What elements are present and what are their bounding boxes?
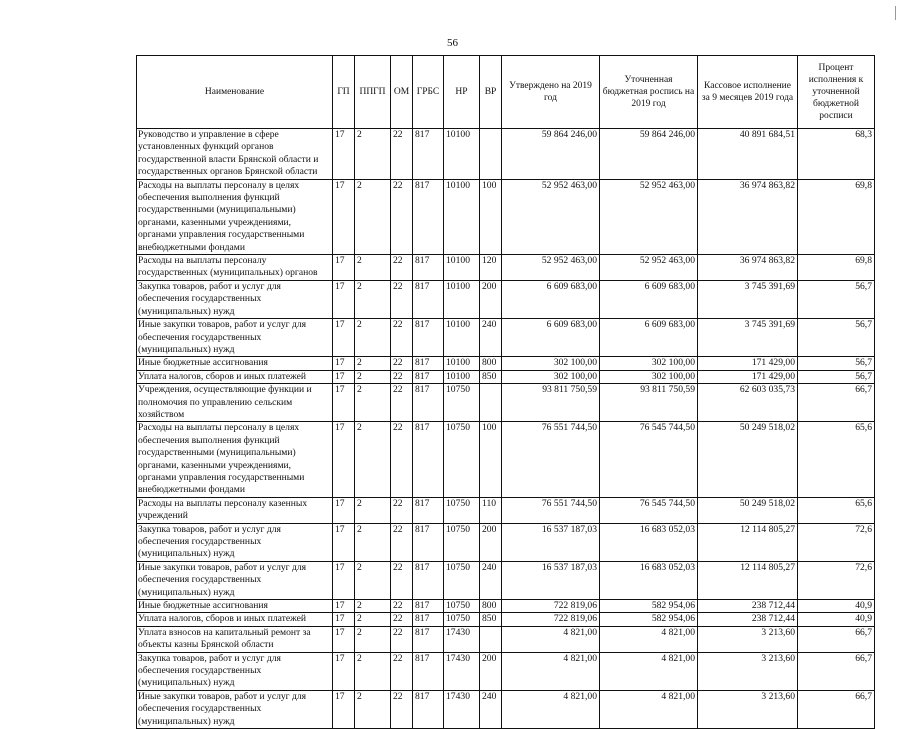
table-row <box>137 497 875 523</box>
table-row <box>137 357 875 370</box>
cell-approved: 302 100,00 <box>502 370 600 383</box>
cell-om: 22 <box>391 179 413 254</box>
cell-vr: 200 <box>480 280 502 318</box>
header-refined: Уточненная бюджетная роспись на 2019 год <box>600 56 698 129</box>
cell-refined: 59 864 246,00 <box>600 129 698 180</box>
cell-percent: 56,7 <box>798 319 875 357</box>
cell-approved: 4 821,00 <box>502 690 600 728</box>
cell-cash-execution: 36 974 863,82 <box>698 255 798 281</box>
cell-ppgp: 2 <box>355 319 391 357</box>
cell-grbs: 817 <box>413 384 444 422</box>
header-grbs: ГРБС <box>413 56 444 129</box>
cell-gp: 17 <box>333 690 355 728</box>
page-number: 56 <box>447 37 458 49</box>
cell-gp: 17 <box>333 255 355 281</box>
cell-grbs: 817 <box>413 652 444 690</box>
cell-approved: 93 811 750,59 <box>502 384 600 422</box>
cell-gp: 17 <box>333 600 355 613</box>
cell-vr: 850 <box>480 613 502 626</box>
cell-nr: 10750 <box>444 561 480 599</box>
cell-gp: 17 <box>333 613 355 626</box>
cell-percent: 66,7 <box>798 690 875 728</box>
cell-om: 22 <box>391 357 413 370</box>
cell-cash-execution: 40 891 684,51 <box>698 129 798 180</box>
cell-name: Иные бюджетные ассигнования <box>137 600 333 613</box>
cell-gp: 17 <box>333 357 355 370</box>
cell-refined: 4 821,00 <box>600 690 698 728</box>
cell-om: 22 <box>391 652 413 690</box>
cell-grbs: 817 <box>413 370 444 383</box>
cell-percent: 68,3 <box>798 129 875 180</box>
cell-nr: 10100 <box>444 357 480 370</box>
table-header-row <box>137 56 875 129</box>
cell-vr: 800 <box>480 357 502 370</box>
cell-vr <box>480 626 502 652</box>
cell-nr: 10750 <box>444 600 480 613</box>
cell-name: Закупка товаров, работ и услуг для обеспечения государственных (муниципальных) нужд <box>137 523 333 561</box>
cell-cash-execution: 50 249 518,02 <box>698 497 798 523</box>
cell-percent: 56,7 <box>798 370 875 383</box>
cell-cash-execution: 171 429,00 <box>698 357 798 370</box>
cell-grbs: 817 <box>413 613 444 626</box>
cell-grbs: 817 <box>413 523 444 561</box>
budget-execution-table <box>136 55 875 729</box>
cell-approved: 52 952 463,00 <box>502 255 600 281</box>
table-row <box>137 422 875 497</box>
cell-om: 22 <box>391 561 413 599</box>
cell-vr: 200 <box>480 523 502 561</box>
scan-edge-mark <box>895 6 896 20</box>
cell-cash-execution: 3 213,60 <box>698 626 798 652</box>
cell-vr: 200 <box>480 652 502 690</box>
cell-grbs: 817 <box>413 600 444 613</box>
cell-cash-execution: 12 114 805,27 <box>698 523 798 561</box>
cell-grbs: 817 <box>413 319 444 357</box>
cell-ppgp: 2 <box>355 179 391 254</box>
cell-om: 22 <box>391 129 413 180</box>
cell-ppgp: 2 <box>355 422 391 497</box>
cell-approved: 6 609 683,00 <box>502 280 600 318</box>
cell-grbs: 817 <box>413 422 444 497</box>
header-gp: ГП <box>333 56 355 129</box>
cell-percent: 56,7 <box>798 357 875 370</box>
cell-grbs: 817 <box>413 255 444 281</box>
cell-ppgp: 2 <box>355 497 391 523</box>
cell-gp: 17 <box>333 370 355 383</box>
cell-nr: 17430 <box>444 652 480 690</box>
cell-gp: 17 <box>333 179 355 254</box>
table-row <box>137 129 875 180</box>
header-cash-execution: Кассовое исполнение за 9 месяцев 2019 года <box>698 56 798 129</box>
cell-approved: 16 537 187,03 <box>502 523 600 561</box>
cell-percent: 65,6 <box>798 497 875 523</box>
cell-name: Иные бюджетные ассигнования <box>137 357 333 370</box>
table-body <box>137 129 875 729</box>
cell-refined: 76 545 744,50 <box>600 497 698 523</box>
cell-vr: 800 <box>480 600 502 613</box>
cell-gp: 17 <box>333 422 355 497</box>
cell-cash-execution: 171 429,00 <box>698 370 798 383</box>
cell-percent: 40,9 <box>798 613 875 626</box>
cell-vr: 850 <box>480 370 502 383</box>
cell-ppgp: 2 <box>355 690 391 728</box>
table-row <box>137 179 875 254</box>
table-row <box>137 613 875 626</box>
cell-om: 22 <box>391 255 413 281</box>
cell-cash-execution: 50 249 518,02 <box>698 422 798 497</box>
cell-vr: 120 <box>480 255 502 281</box>
cell-name: Расходы на выплаты персоналу в целях обеспечения выполнения функций государственными (муниципальными) органами, казенными учреждениями, органами управления государственными внебюджетными фондами <box>137 422 333 497</box>
cell-grbs: 817 <box>413 129 444 180</box>
cell-refined: 4 821,00 <box>600 626 698 652</box>
cell-refined: 4 821,00 <box>600 652 698 690</box>
cell-percent: 65,6 <box>798 422 875 497</box>
cell-nr: 10750 <box>444 613 480 626</box>
cell-gp: 17 <box>333 497 355 523</box>
cell-vr: 100 <box>480 179 502 254</box>
cell-cash-execution: 3 213,60 <box>698 652 798 690</box>
header-om: ОМ <box>391 56 413 129</box>
header-approved: Утверждено на 2019 год <box>502 56 600 129</box>
cell-nr: 10100 <box>444 280 480 318</box>
table-row <box>137 370 875 383</box>
cell-vr <box>480 129 502 180</box>
cell-nr: 10750 <box>444 523 480 561</box>
cell-name: Уплата взносов на капитальный ремонт за объекты казны Брянской области <box>137 626 333 652</box>
table-row <box>137 690 875 728</box>
cell-name: Иные закупки товаров, работ и услуг для обеспечения государственных (муниципальных) нужд <box>137 690 333 728</box>
cell-ppgp: 2 <box>355 600 391 613</box>
cell-vr <box>480 384 502 422</box>
cell-approved: 52 952 463,00 <box>502 179 600 254</box>
cell-approved: 6 609 683,00 <box>502 319 600 357</box>
cell-refined: 6 609 683,00 <box>600 280 698 318</box>
header-vr: ВР <box>480 56 502 129</box>
cell-refined: 16 683 052,03 <box>600 523 698 561</box>
cell-ppgp: 2 <box>355 255 391 281</box>
cell-refined: 16 683 052,03 <box>600 561 698 599</box>
cell-nr: 10100 <box>444 319 480 357</box>
cell-percent: 72,6 <box>798 561 875 599</box>
cell-om: 22 <box>391 523 413 561</box>
cell-cash-execution: 238 712,44 <box>698 613 798 626</box>
cell-ppgp: 2 <box>355 561 391 599</box>
cell-om: 22 <box>391 370 413 383</box>
cell-om: 22 <box>391 626 413 652</box>
cell-nr: 10750 <box>444 497 480 523</box>
cell-name: Закупка товаров, работ и услуг для обеспечения государственных (муниципальных) нужд <box>137 280 333 318</box>
header-percent: Процент исполнения к уточненной бюджетной росписи <box>798 56 875 129</box>
cell-vr: 240 <box>480 319 502 357</box>
cell-refined: 93 811 750,59 <box>600 384 698 422</box>
cell-om: 22 <box>391 422 413 497</box>
cell-vr: 240 <box>480 561 502 599</box>
cell-approved: 4 821,00 <box>502 626 600 652</box>
cell-grbs: 817 <box>413 561 444 599</box>
cell-ppgp: 2 <box>355 613 391 626</box>
cell-name: Расходы на выплаты персоналу казенных учреждений <box>137 497 333 523</box>
cell-cash-execution: 36 974 863,82 <box>698 179 798 254</box>
cell-ppgp: 2 <box>355 523 391 561</box>
table-row <box>137 626 875 652</box>
cell-cash-execution: 12 114 805,27 <box>698 561 798 599</box>
cell-percent: 40,9 <box>798 600 875 613</box>
table-row <box>137 600 875 613</box>
cell-gp: 17 <box>333 384 355 422</box>
cell-cash-execution: 3 213,60 <box>698 690 798 728</box>
cell-cash-execution: 238 712,44 <box>698 600 798 613</box>
cell-grbs: 817 <box>413 690 444 728</box>
cell-grbs: 817 <box>413 357 444 370</box>
cell-approved: 59 864 246,00 <box>502 129 600 180</box>
cell-gp: 17 <box>333 280 355 318</box>
cell-grbs: 817 <box>413 626 444 652</box>
cell-cash-execution: 3 745 391,69 <box>698 280 798 318</box>
cell-name: Учреждения, осуществляющие функции и полномочия по управлению сельским хозяйством <box>137 384 333 422</box>
cell-ppgp: 2 <box>355 652 391 690</box>
header-name: Наименование <box>137 56 333 129</box>
table-row <box>137 319 875 357</box>
cell-refined: 302 100,00 <box>600 370 698 383</box>
cell-om: 22 <box>391 319 413 357</box>
cell-approved: 722 819,06 <box>502 613 600 626</box>
cell-name: Уплата налогов, сборов и иных платежей <box>137 370 333 383</box>
cell-nr: 17430 <box>444 626 480 652</box>
cell-nr: 10750 <box>444 384 480 422</box>
cell-approved: 4 821,00 <box>502 652 600 690</box>
cell-percent: 66,7 <box>798 384 875 422</box>
cell-ppgp: 2 <box>355 626 391 652</box>
table-row <box>137 561 875 599</box>
cell-cash-execution: 3 745 391,69 <box>698 319 798 357</box>
cell-om: 22 <box>391 690 413 728</box>
cell-approved: 76 551 744,50 <box>502 497 600 523</box>
cell-gp: 17 <box>333 523 355 561</box>
table-row <box>137 280 875 318</box>
cell-refined: 302 100,00 <box>600 357 698 370</box>
cell-nr: 10100 <box>444 179 480 254</box>
cell-percent: 56,7 <box>798 280 875 318</box>
cell-percent: 66,7 <box>798 626 875 652</box>
table-row <box>137 255 875 281</box>
cell-ppgp: 2 <box>355 280 391 318</box>
header-ppgp: ППГП <box>355 56 391 129</box>
cell-name: Иные закупки товаров, работ и услуг для обеспечения государственных (муниципальных) нужд <box>137 561 333 599</box>
cell-gp: 17 <box>333 652 355 690</box>
cell-name: Расходы на выплаты персоналу государственных (муниципальных) органов <box>137 255 333 281</box>
cell-om: 22 <box>391 280 413 318</box>
cell-vr: 240 <box>480 690 502 728</box>
cell-ppgp: 2 <box>355 370 391 383</box>
cell-nr: 17430 <box>444 690 480 728</box>
cell-grbs: 817 <box>413 497 444 523</box>
cell-nr: 10750 <box>444 422 480 497</box>
cell-approved: 16 537 187,03 <box>502 561 600 599</box>
cell-percent: 69,8 <box>798 179 875 254</box>
cell-name: Руководство и управление в сфере установленных функций органов государственной власти Брянской области и государственных органов Брянской области <box>137 129 333 180</box>
cell-ppgp: 2 <box>355 357 391 370</box>
cell-cash-execution: 62 603 035,73 <box>698 384 798 422</box>
cell-refined: 76 545 744,50 <box>600 422 698 497</box>
cell-vr: 100 <box>480 422 502 497</box>
cell-gp: 17 <box>333 319 355 357</box>
cell-percent: 72,6 <box>798 523 875 561</box>
cell-grbs: 817 <box>413 280 444 318</box>
cell-refined: 52 952 463,00 <box>600 255 698 281</box>
table-row <box>137 384 875 422</box>
cell-nr: 10100 <box>444 129 480 180</box>
cell-om: 22 <box>391 497 413 523</box>
cell-percent: 69,8 <box>798 255 875 281</box>
header-nr: НР <box>444 56 480 129</box>
cell-name: Закупка товаров, работ и услуг для обеспечения государственных (муниципальных) нужд <box>137 652 333 690</box>
cell-gp: 17 <box>333 626 355 652</box>
cell-percent: 66,7 <box>798 652 875 690</box>
cell-approved: 76 551 744,50 <box>502 422 600 497</box>
cell-om: 22 <box>391 384 413 422</box>
cell-refined: 582 954,06 <box>600 613 698 626</box>
cell-om: 22 <box>391 600 413 613</box>
cell-gp: 17 <box>333 129 355 180</box>
cell-refined: 582 954,06 <box>600 600 698 613</box>
cell-nr: 10100 <box>444 255 480 281</box>
cell-gp: 17 <box>333 561 355 599</box>
cell-name: Уплата налогов, сборов и иных платежей <box>137 613 333 626</box>
cell-om: 22 <box>391 613 413 626</box>
cell-ppgp: 2 <box>355 384 391 422</box>
table-row <box>137 523 875 561</box>
cell-refined: 6 609 683,00 <box>600 319 698 357</box>
cell-approved: 722 819,06 <box>502 600 600 613</box>
cell-name: Иные закупки товаров, работ и услуг для обеспечения государственных (муниципальных) нужд <box>137 319 333 357</box>
cell-refined: 52 952 463,00 <box>600 179 698 254</box>
cell-grbs: 817 <box>413 179 444 254</box>
cell-nr: 10100 <box>444 370 480 383</box>
cell-vr: 110 <box>480 497 502 523</box>
cell-approved: 302 100,00 <box>502 357 600 370</box>
table-row <box>137 652 875 690</box>
cell-ppgp: 2 <box>355 129 391 180</box>
cell-name: Расходы на выплаты персоналу в целях обеспечения выполнения функций государственными (муниципальными) органами, казенными учреждениями, органами управления государственными внебюджетными фондами <box>137 179 333 254</box>
